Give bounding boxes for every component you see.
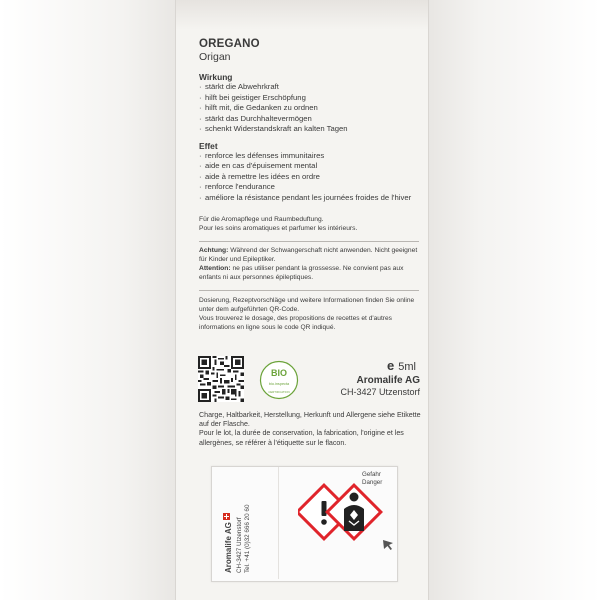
background-right <box>428 0 600 600</box>
signal-word <box>362 471 382 486</box>
bio-ring-text: CERTIFICATION <box>268 390 290 394</box>
usage-de: Für die Aromapflege und Raumbeduftung. <box>199 216 324 223</box>
list-item: · renforce l'endurance <box>199 182 419 193</box>
company-name: Aromalife AG <box>356 375 420 386</box>
list-item: · hilft bei geistiger Erschöpfung <box>199 93 419 104</box>
list-item: · schenkt Widerstandskraft an kalten Tagen <box>199 124 419 135</box>
effet-list <box>199 151 419 204</box>
warning-de-text: Während der Schwangerschaft nicht anwenden. Nicht geeignet für Kinder und Epileptiker. <box>199 247 418 263</box>
charge-info-de: Charge, Haltbarkeit, Herstellung, Herkunft und Allergene siehe Etikette auf der Flasche. <box>199 411 421 429</box>
warning-de-label: Achtung: <box>199 247 229 254</box>
estimated-sign: e <box>387 358 395 373</box>
volume <box>366 358 416 373</box>
hazard-pictograms-icon <box>298 478 394 543</box>
wirkung-list <box>199 82 419 135</box>
qr-code-icon <box>198 356 244 402</box>
company-block <box>296 375 420 397</box>
divider <box>199 290 419 291</box>
volume-value: 5ml <box>398 361 416 373</box>
charge-info-fr: Pour le lot, la durée de conservation, la fabrication, l'origine et les allergènes, se référer à l'étiquette sur le flacon. <box>199 429 404 447</box>
wirkung-heading: Wirkung <box>199 72 233 82</box>
box-text-content <box>199 38 419 332</box>
effet-heading: Effet <box>199 140 218 151</box>
list-item: · stärkt das Durchhaltevermögen <box>199 114 419 125</box>
company-address: CH-3427 Utzenstorf <box>340 387 420 397</box>
signal-word-de: Gefahr <box>362 471 381 478</box>
background-left <box>0 0 175 600</box>
bio-label: BIO <box>270 368 288 378</box>
signal-word-fr: Danger <box>362 478 383 486</box>
dosage-text <box>199 296 419 332</box>
divider <box>199 241 419 242</box>
dosage-de: Dosierung, Rezeptvorschläge und weitere Informationen finden Sie online unter dem aufgeführten QR-Code. <box>199 297 415 313</box>
dosage-fr: Vous trouverez le dosage, des propositions de recettes et d'autres informations en ligne sous le code QR indiqué. <box>199 315 392 331</box>
warning-fr-text: ne pas utiliser pendant la grossesse. Ne convient pas aux enfants ni aux personnes épileptiques. <box>199 265 404 281</box>
list-item: · renforce les défenses immunitaires <box>199 151 419 162</box>
product-name: OREGANO <box>199 38 260 50</box>
charge-info <box>199 411 421 448</box>
warning-text <box>199 246 419 282</box>
usage-text <box>199 215 419 233</box>
bottle-address: CH-3427 Utzenstorf <box>236 517 243 573</box>
list-item: · améliore la résistance pendant les journées froides de l'hiver <box>199 193 419 204</box>
product-subtitle: Origan <box>199 51 231 63</box>
arrow-cursor-icon <box>382 539 394 551</box>
usage-fr: Pour les soins aromatiques et parfumer les intérieurs. <box>199 225 358 232</box>
swiss-flag-icon <box>223 513 230 520</box>
list-item: · aide en cas d'épuisement mental <box>199 161 419 172</box>
list-item: · hilft mit, die Gedanken zu ordnen <box>199 103 419 114</box>
bottle-label-left <box>212 467 279 579</box>
bio-certification-icon <box>259 360 299 400</box>
bio-caption: bio.inspecta <box>268 382 290 386</box>
list-item: · stärkt die Abwehrkraft <box>199 82 419 93</box>
warning-fr-label: Attention: <box>199 265 231 272</box>
box-top-flap <box>176 0 428 30</box>
bottle-phone: Tel. +41 (0)32 666 20 60 <box>243 504 251 573</box>
product-box <box>175 0 429 600</box>
bottle-label <box>211 466 398 582</box>
list-item: · aide à remettre les idées en ordre <box>199 172 419 183</box>
bottle-company: Aromalife AG <box>224 522 233 573</box>
bottle-label-address <box>218 505 251 573</box>
